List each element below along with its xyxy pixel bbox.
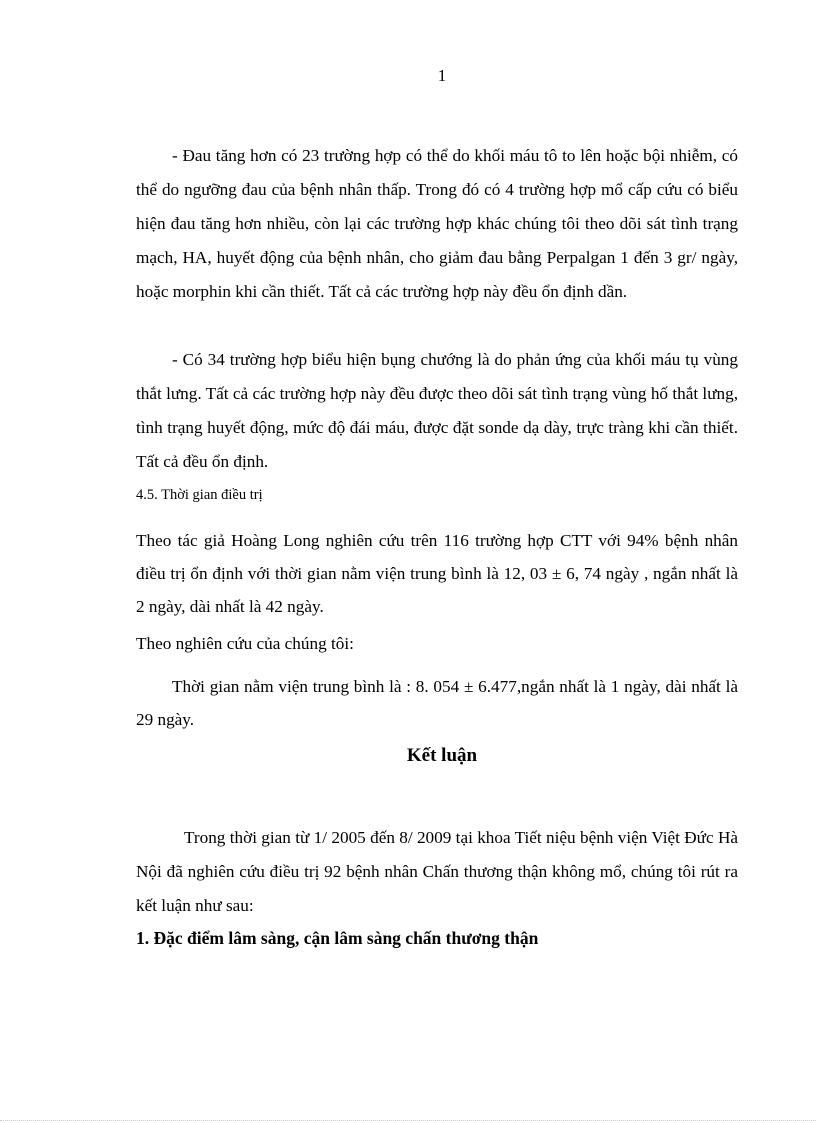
- paragraph-our-study-result: Thời gian nằm viện trung bình là : 8. 054 ± 6.477,ngắn nhất là 1 ngày, dài nhất là 29 ngày.: [136, 677, 738, 729]
- conclusion-title: Kết luận: [406, 745, 478, 766]
- section-heading-clinical-features: 1. Đặc điểm lâm sàng, cận lâm sàng chấn thương thận: [136, 928, 539, 948]
- page-number: 1: [437, 66, 447, 85]
- paragraph-our-study-intro: Theo nghiên cứu của chúng tôi:: [136, 634, 354, 653]
- paragraph-conclusion-intro: Trong thời gian từ 1/ 2005 đến 8/ 2009 tại khoa Tiết niệu bệnh viện Việt Đức Hà Nội đã nghiên cứu điều trị 92 bệnh nhân Chấn thương thận không mổ, chúng tôi rút ra kết luận như sau:: [136, 828, 738, 915]
- paragraph-author-study: Theo tác giả Hoàng Long nghiên cứu trên 116 trường hợp CTT với 94% bệnh nhân điều trị ổn định với thời gian nằm viện trung bình là 12, 03 ± 6, 74 ngày , ngắn nhất là 2 ngày, dài nhất là 42 ngày.: [136, 531, 738, 616]
- page-divider: [0, 1120, 816, 1121]
- paragraph-pain: - Đau tăng hơn có 23 trường hợp có thể do khối máu tô to lên hoặc bội nhiễm, có thể do ngưỡng đau của bệnh nhân thấp. Trong đó có 4 trường hợp mổ cấp cứu có biểu hiện đau tăng hơn nhiều, còn lại các trường hợp khác chúng tôi theo dõi sát tình trạng mạch, HA, huyết động của bệnh nhân, cho giảm đau bằng Perpalgan 1 đến 3 gr/ ngày, hoặc morphin khi cần thiết. Tất cả các trường hợp này đều ổn định dần.: [136, 146, 738, 301]
- paragraph-bloating: - Có 34 trường hợp biểu hiện bụng chướng là do phản ứng của khối máu tụ vùng thắt lưng. Tất cả các trường hợp này đều được theo dõi sát tình trạng vùng hố thắt lưng, tình trạng huyết động, mức độ đái máu, được đặt sonde dạ dày, trực tràng khi cần thiết. Tất cả đều ổn định.: [136, 350, 738, 471]
- section-heading-treatment-time: 4.5. Thời gian điều trị: [136, 487, 263, 503]
